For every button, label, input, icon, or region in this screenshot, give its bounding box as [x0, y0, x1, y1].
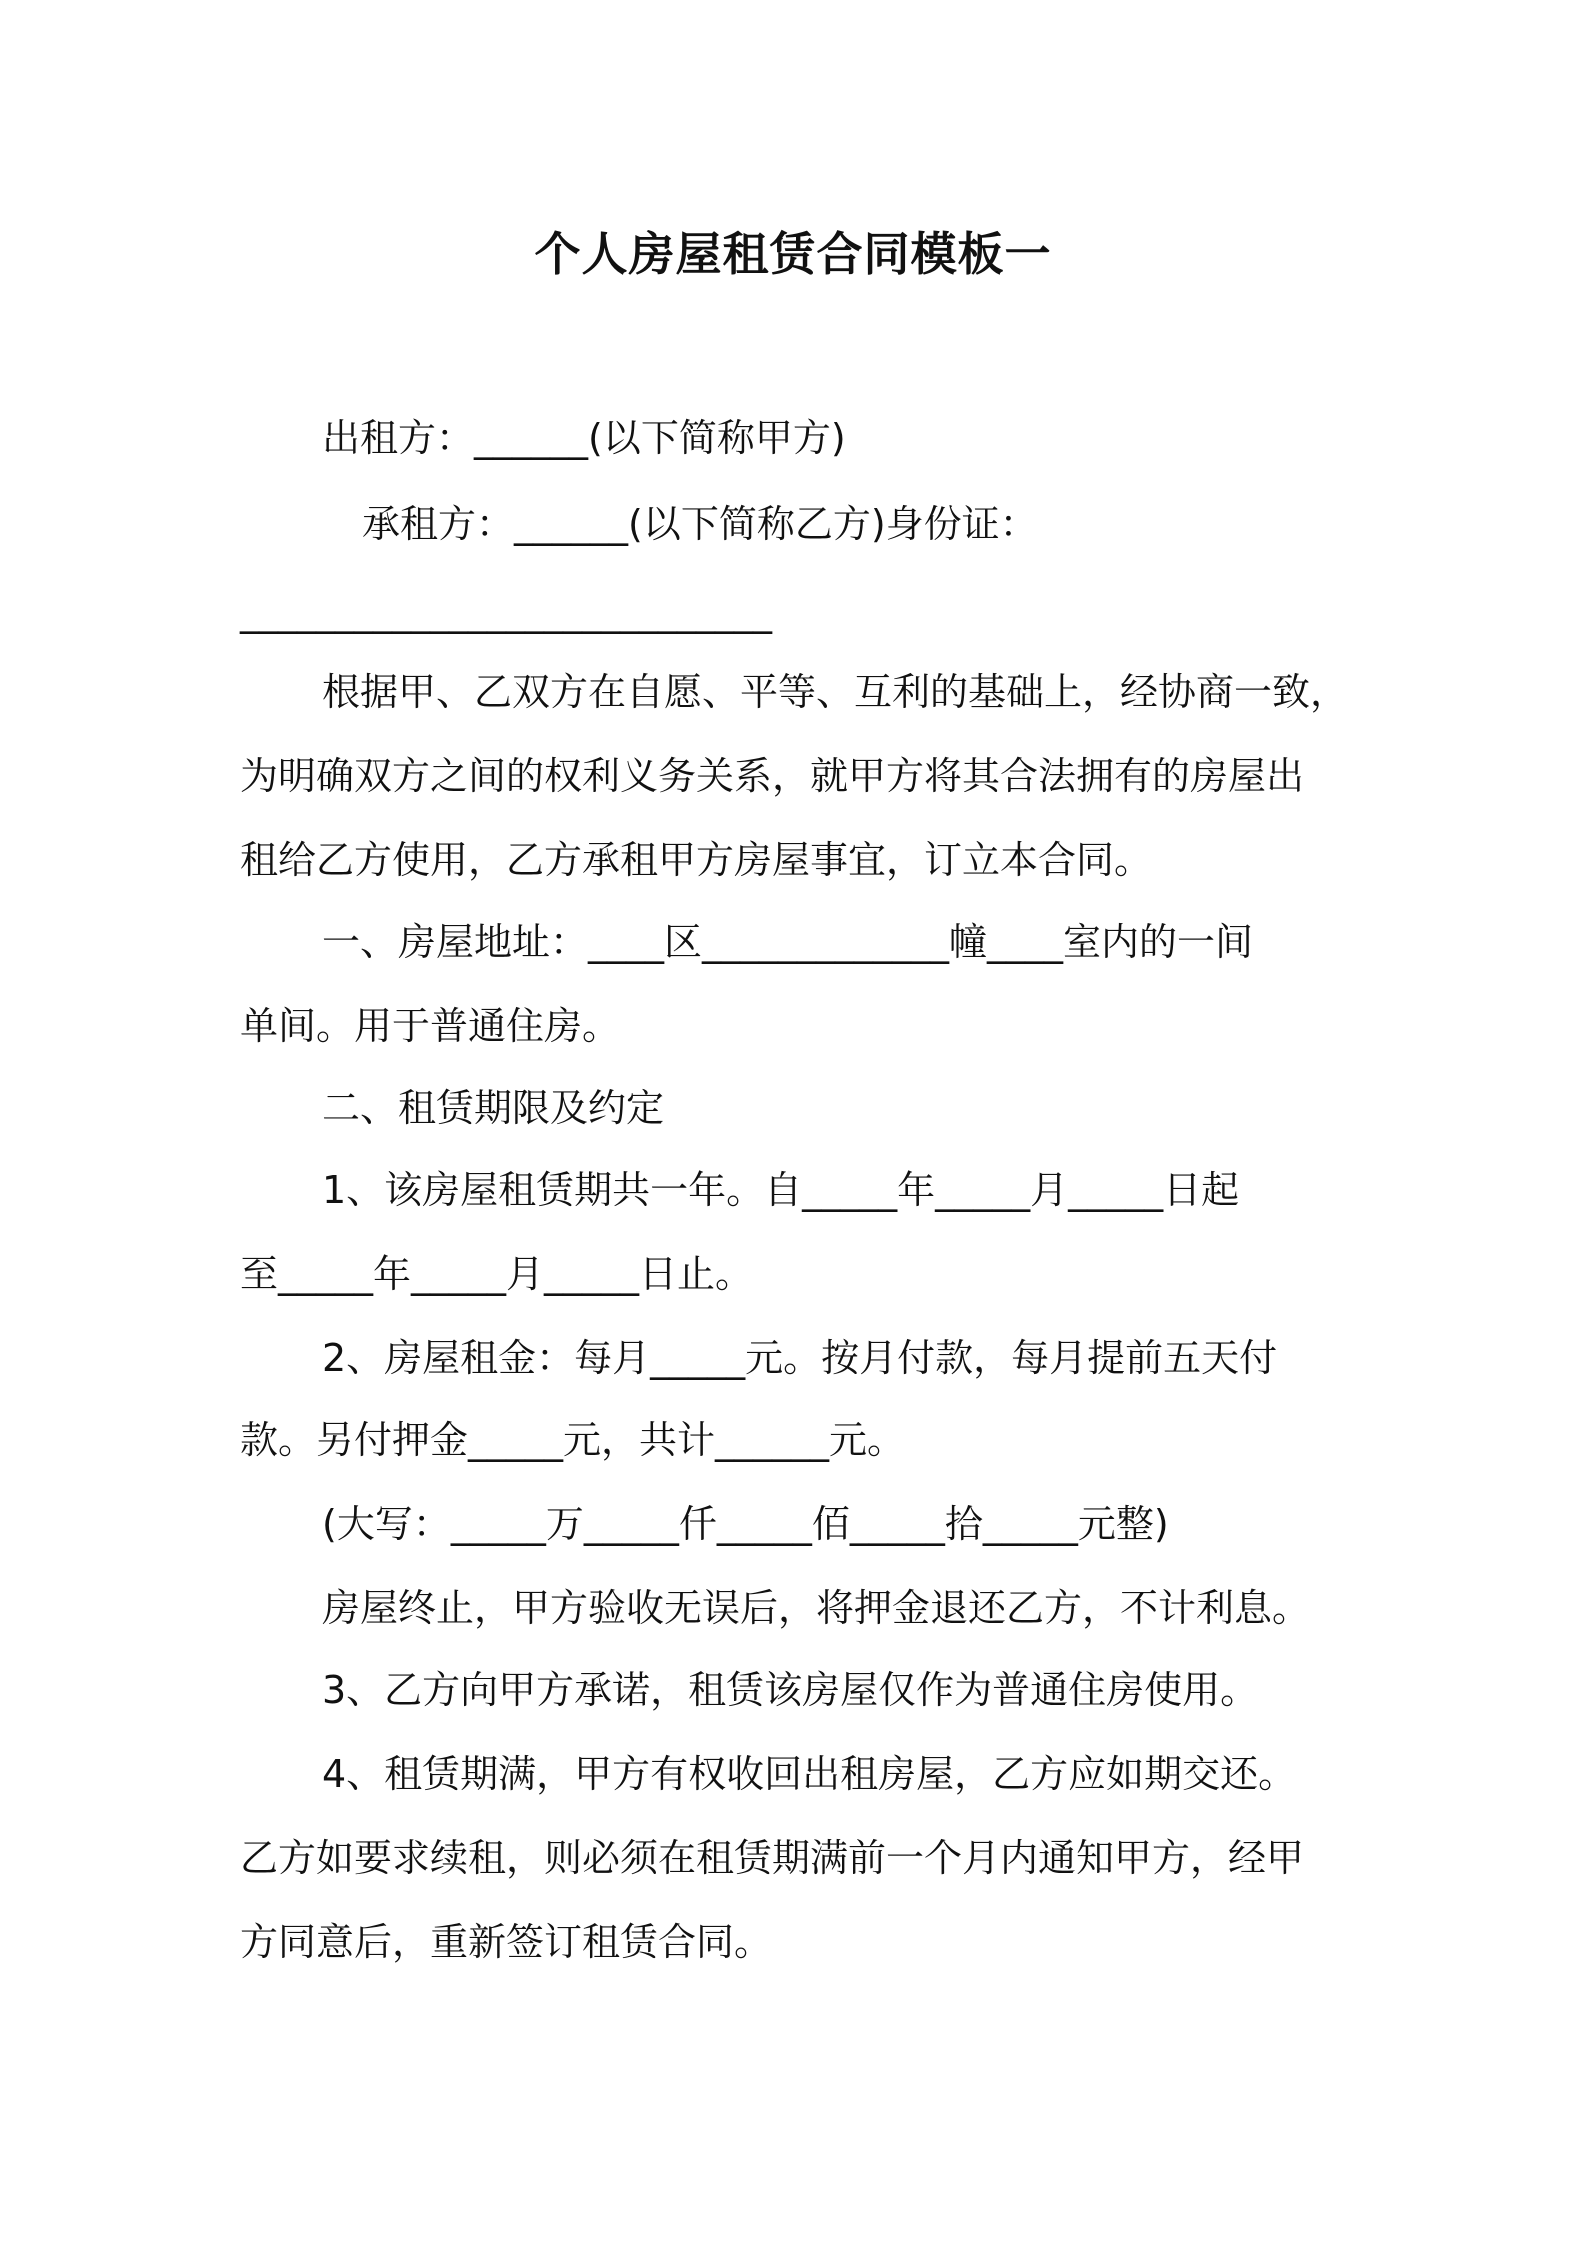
clause-2-line-1: 2、房屋租金：每月_____元。按月付款，每月提前五天付 — [322, 1336, 1278, 1380]
clause-3: 3、乙方向甲方承诺，租赁该房屋仅作为普通住房使用。 — [322, 1668, 1259, 1712]
section-1-address-line-1: 一、房屋地址：____区_____________幢____室内的一间 — [322, 920, 1254, 964]
lessor-line: 出租方：______(以下简称甲方) — [322, 416, 846, 460]
clause-1-line-2: 至_____年_____月_____日止。 — [240, 1252, 754, 1296]
clause-2-amount-in-words: (大写：_____万_____仟_____佰_____拾_____元整) — [322, 1502, 1169, 1546]
clause-4-line-2: 乙方如要求续租，则必须在租赁期满前一个月内通知甲方，经甲 — [240, 1836, 1305, 1880]
preamble-line-2: 为明确双方之间的权利义务关系，就甲方将其合法拥有的房屋出 — [240, 754, 1305, 798]
clause-2-deposit-return: 房屋终止，甲方验收无误后，将押金退还乙方，不计利息。 — [322, 1586, 1311, 1630]
document-title: 个人房屋租赁合同模板一 — [534, 227, 1052, 281]
section-2-heading: 二、租赁期限及约定 — [322, 1086, 665, 1130]
id-number-blank: ____________________________ — [240, 590, 772, 634]
clause-2-line-2: 款。另付押金_____元，共计______元。 — [240, 1418, 906, 1462]
clause-4-line-1: 4、租赁期满，甲方有权收回出租房屋，乙方应如期交还。 — [322, 1752, 1297, 1796]
clause-1-line-1: 1、该房屋租赁期共一年。自_____年_____月_____日起 — [322, 1168, 1240, 1212]
section-1-address-line-2: 单间。用于普通住房。 — [240, 1004, 621, 1048]
preamble-line-1: 根据甲、乙双方在自愿、平等、互利的基础上，经协商一致， — [322, 670, 1349, 714]
clause-4-line-3: 方同意后，重新签订租赁合同。 — [240, 1920, 773, 1964]
preamble-line-3: 租给乙方使用，乙方承租甲方房屋事宜，订立本合同。 — [240, 838, 1153, 882]
lessee-line: 承租方：______(以下简称乙方)身份证： — [362, 502, 1038, 546]
